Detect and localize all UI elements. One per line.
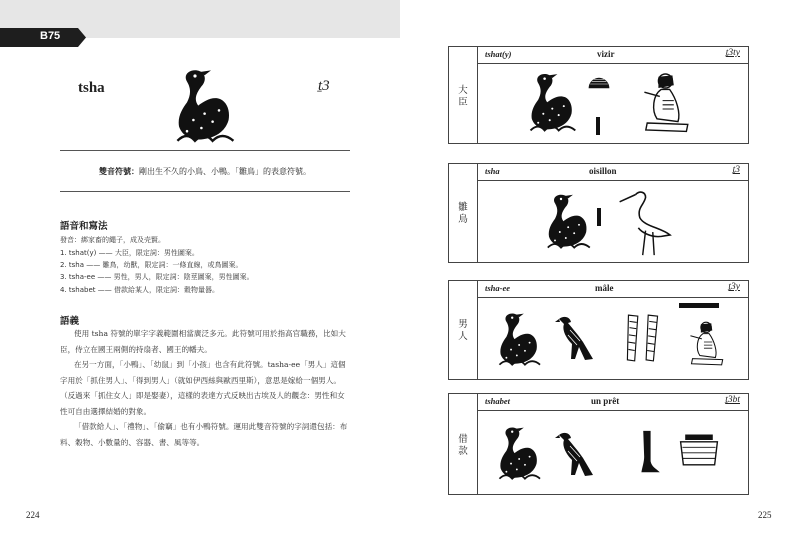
leg-hieroglyph-icon (623, 416, 669, 488)
entry-french: un prêt (591, 396, 620, 406)
sun-hieroglyph-icon (586, 75, 612, 91)
entry-french: mâle (595, 283, 614, 293)
entry-translit: tshat(y) (485, 49, 512, 59)
entry-side (449, 47, 478, 143)
entry-loan (448, 393, 749, 495)
entry-chick (448, 163, 749, 263)
section-code: B75 (40, 30, 61, 42)
sound-label: 雙音符號： (99, 167, 139, 176)
side-label: 男 人 (458, 319, 468, 342)
entry-rule (478, 63, 748, 64)
sound-description (60, 166, 350, 177)
entry-vizier (448, 46, 749, 144)
stroke-hieroglyph-icon (594, 117, 602, 135)
stroke-hieroglyph-icon (677, 301, 721, 311)
divider (60, 191, 350, 192)
vulture-hieroglyph-icon (553, 301, 603, 373)
list-item: 2. tsha —— 雛鳥，幼獸，限定詞：一條直線，或鳥圖案。 (60, 261, 243, 269)
side-label: 借 款 (458, 434, 468, 457)
entry-egyptian: ṯ3 (732, 165, 740, 175)
entry-egyptian: ṯ3ty (725, 48, 740, 58)
egyptian-transliteration: ṯ3 (318, 78, 330, 94)
entry-translit: tsha-ee (485, 283, 511, 293)
side-label: 大 臣 (458, 85, 468, 108)
entry-rule (478, 297, 748, 298)
seated-man-hieroglyph-icon (629, 67, 699, 137)
entry-male (448, 280, 749, 380)
paragraph: 在另一方面，「小鴨」、「幼鼠」到「小孩」也含有此符號。tasha-ee「男人」這個字用於「抓住男人」、「得到男人」（就如伊西絲與歐西里斯），意思是嫁給一個男人。（反過來「抓住女人」即是娶妻），這樣的表達方式反映出古埃及人的觀念：男性和女性可自由選擇結婚的對象。 (60, 360, 346, 416)
duckling-hieroglyph-icon (537, 186, 597, 254)
seated-man-hieroglyph-icon (679, 315, 731, 371)
section-title-pronunciation: 語音和寫法 (60, 221, 108, 232)
side-label: 雛 鳥 (458, 202, 468, 225)
paragraph: 使用 tsha 符號的單字字義範圍相當廣泛多元。此符號可用於指高官職務，比如大臣，侍立在國王兩側的持扇者、國王的幡夫。 (60, 329, 346, 354)
entry-french: vizir (597, 49, 615, 59)
entry-side (449, 281, 478, 379)
page-number-right: 225 (758, 510, 772, 520)
phallus-hieroglyph-icon (617, 303, 669, 373)
list-item: 3. tsha-ee —— 男性，男人，限定詞：陰莖圖案，男性圖案。 (60, 273, 254, 281)
list-item: 1. tshat(y) —— 大臣，限定詞：男性圖案。 (60, 249, 199, 257)
entry-rule (478, 180, 748, 181)
paragraph: 「借款給人」、「禮物」、「偷竊」也有小鴨符號。運用此雙音符號的字詞還包括：布料、穀物、小數量的、容器、書、風等等。 (60, 422, 348, 447)
duckling-hieroglyph-icon (160, 64, 246, 144)
basket-hieroglyph-icon (675, 428, 723, 474)
duckling-hieroglyph-icon (489, 305, 547, 371)
stroke-hieroglyph-icon (595, 208, 603, 226)
duckling-hieroglyph-icon (489, 418, 547, 486)
page-number-left: 224 (26, 510, 40, 520)
entry-side (449, 164, 478, 262)
pronunciation-intro: 發音：綁家畜的繩子，成及壳賢。 (60, 236, 165, 244)
vulture-hieroglyph-icon (553, 416, 603, 490)
divider (60, 150, 350, 151)
list-item: 4. tshabet —— 借款給某人，限定詞：穀物量器。 (60, 286, 219, 294)
entry-egyptian: ṯ3bt (725, 395, 740, 405)
section-tab (0, 28, 86, 47)
entry-translit: tshabet (485, 396, 511, 406)
entry-side (449, 394, 478, 494)
section-title-meaning: 語義 (60, 316, 80, 327)
hieroglyph-word: tsha (78, 80, 105, 96)
sound-text: 剛出生不久的小鳥、小鴨。「雛鳥」的表意符號。 (139, 167, 311, 176)
meaning-text (60, 326, 352, 450)
entry-translit: tsha (485, 166, 500, 176)
entry-rule (478, 410, 748, 411)
heron-hieroglyph-icon (609, 186, 685, 258)
entry-french: oisillon (589, 166, 617, 176)
entry-egyptian: ṯ3y (728, 282, 740, 292)
duckling-hieroglyph-icon (519, 67, 583, 135)
